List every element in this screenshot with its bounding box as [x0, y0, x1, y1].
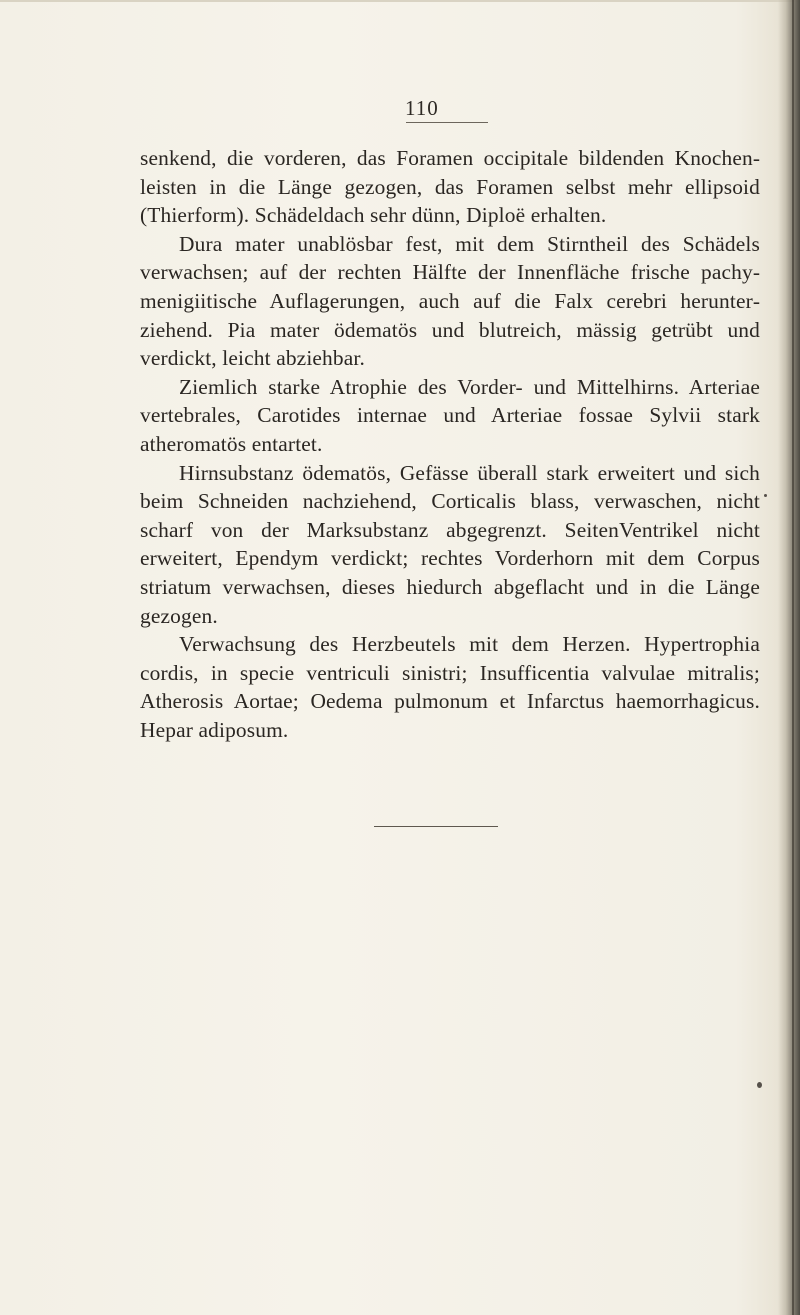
ink-speck — [757, 1082, 762, 1088]
top-edge — [0, 0, 800, 2]
body-text — [140, 144, 760, 744]
section-end-rule — [374, 826, 498, 827]
page-number: 110 — [405, 96, 439, 120]
paragraph-atrophy: Ziemlich starke Atrophie des Vorder- und Mittelhirns. Arteriae vertebrales, Carotides internae und Arteriae fossae Sylvii stark atheromatös entartet. — [140, 374, 760, 456]
paragraph-brain-substance: Hirnsubstanz ödematös, Gefässe überall stark erweitert und sich beim Schneiden nachziehend, Corticalis blass, verwaschen, nicht scharf von der Marksubstanz abgegrenzt. SeitenVentrikel nicht erweitert, Ependym verdickt; rechtes Vorderhorn mit dem Corpus striatum verwachsen, dieses hiedurch abgeflacht und in die Länge gezogen. — [140, 460, 760, 628]
binding-line — [792, 0, 794, 1315]
ink-speck — [764, 494, 767, 497]
page-number-underline — [406, 122, 488, 123]
binding-shadow — [778, 0, 800, 1315]
paragraph-skull: senkend, die vorderen, das Foramen occipitale bildenden Knochenleisten in die Länge gezogen, das Foramen selbst mehr ellipsoid (Thierform). Schädeldach sehr dünn, Diploë erhalten. — [140, 146, 760, 228]
paragraph-heart: Verwachsung des Herzbeutels mit dem Herzen. Hypertrophia cordis, in specie ventriculi sinistri; Insufficentia valvulae mitralis; Atherosis Aortae; Oedema pulmonum et Infarctus haemorrhagicus. Hepar adiposum. — [140, 632, 760, 742]
paragraph-dura-mater: Dura mater unablösbar fest, mit dem Stirntheil des Schädels verwachsen; auf der rechten Hälfte der Innenfläche frische pachymenigiitische Auflagerungen, auch auf die Falx cerebri herunterziehend. Pia mater ödematös und blutreich, mässig getrübt und verdickt, leicht abziehbar. — [140, 231, 760, 371]
